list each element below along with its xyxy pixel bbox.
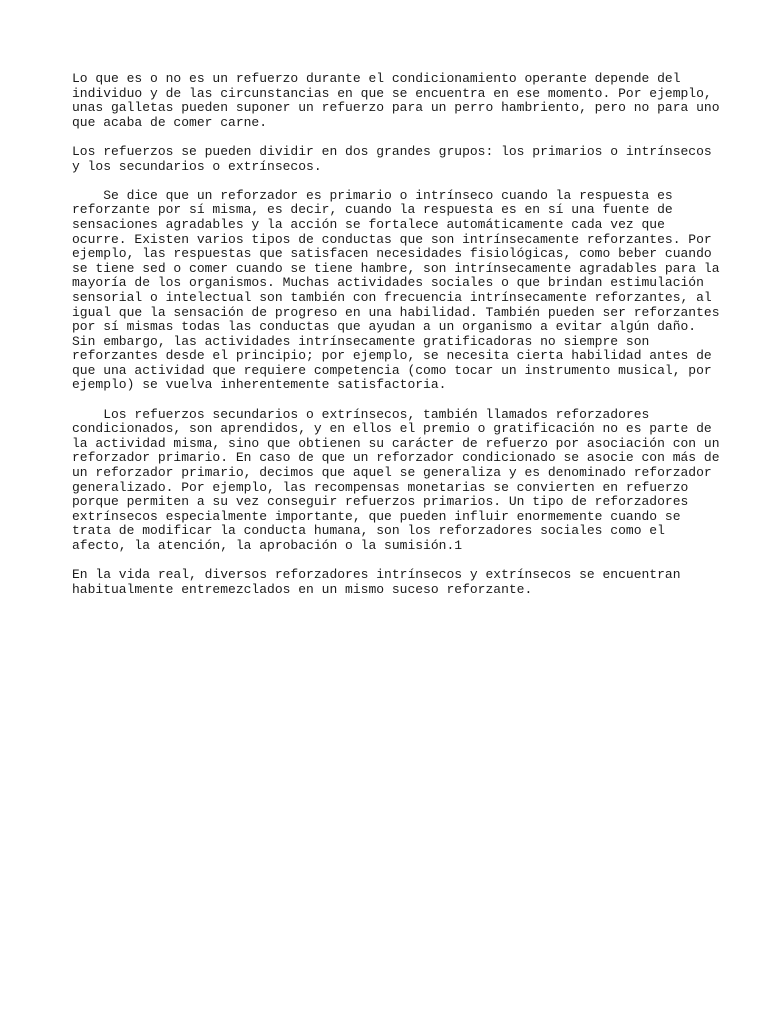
paragraph-gap xyxy=(72,393,712,408)
paragraph-intro: Lo que es o no es un refuerzo durante el condicionamiento operante depende del individuo y de las circunstancias en que se encuentra en ese momento. Por ejemplo, unas galletas pueden suponer un refuerzo para un perro hambriento, pero no para uno que acaba de comer carne. xyxy=(72,71,720,130)
paragraph-groups: Los refuerzos se pueden dividir en dos grandes grupos: los primarios o intrínsecos y los secundarios o extrínsecos. xyxy=(72,143,712,174)
paragraph-conclusion: En la vida real, diversos reforzadores intrínsecos y extrínsecos se encuentran habitualmente entremezclados en un mismo suceso reforzante. xyxy=(72,567,681,597)
document-page xyxy=(72,71,720,597)
paragraph-gap xyxy=(72,174,712,189)
paragraph-gap xyxy=(72,554,712,569)
paragraph-gap xyxy=(72,130,712,145)
paragraph-primary: Se dice que un reforzador es primario o intrínseco cuando la respuesta es reforzante por sí misma, es decir, cuando la respuesta es en sí una fuente de sensaciones agradables y la acción se fortalece automáticamente cada vez que ocurre. Existen varios tipos de conductas que son intrínsecamente reforzantes. Por ejemplo, las respuestas que satisfacen necesidades fisiológicas, como beber cuando se tiene sed o comer cuando se tiene hambre, son intrínsecamente agradables para la mayoría de los organismos. Muchas actividades sociales o que brindan estimulación sensorial o intelectual son también con frecuencia intrínsecamente reforzantes, al igual que la sensación de progreso en una habilidad. También pueden ser reforzantes por sí mismas todas las conductas que ayudan a un organismo a evitar algún daño. Sin embargo, las actividades intrínsecamente gratificadoras no siempre son reforzantes desde el principio; por ejemplo, se necesita cierta habilidad antes de que una actividad que requiere competencia (como tocar un instrumento musical, por ejemplo) se vuelva inherentemente satisfactoria. xyxy=(72,187,720,393)
paragraph-secondary: Los refuerzos secundarios o extrínsecos, también llamados reforzadores condicionados, son aprendidos, y en ellos el premio o gratificación no es parte de la actividad misma, sino que obtienen su carácter de refuerzo por asociación con un reforzador primario. En caso de que un reforzador condicionado se asocie con más de un reforzador primario, decimos que aquel se generaliza y es denominado reforzador generalizado. Por ejemplo, las recompensas monetarias se convierten en refuerzo porque permiten a su vez conseguir refuerzos primarios. Un tipo de reforzadores extrínsecos especialmente importante, que pueden influir enormemente cuando se trata de modificar la conducta humana, son los reforzadores sociales como el afecto, la atención, la aprobación o la sumisión.1 xyxy=(72,406,720,553)
